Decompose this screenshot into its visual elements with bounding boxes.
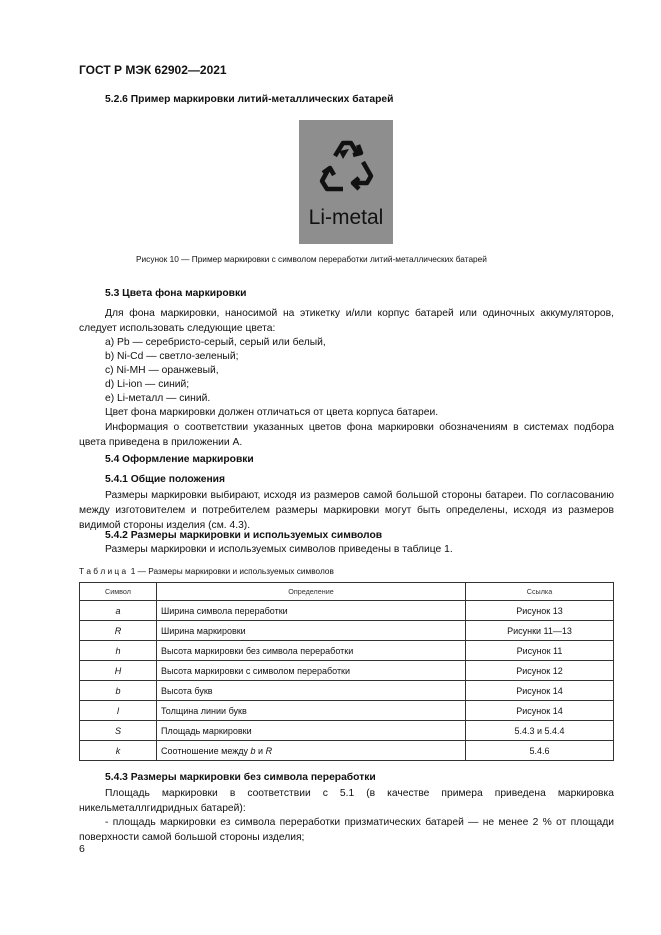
table-caption [79,566,334,576]
section-5-3-paragraph-2 [79,420,614,450]
table-caption-prefix: Т а б л и ц а [79,566,127,576]
list-item: b) Ni-Cd — светло-зеленый; [105,351,239,362]
column-header-symbol: Символ [80,583,157,601]
column-header-reference: Ссылка [466,583,614,601]
section-5-3-intro [79,306,614,336]
table-cell-reference: Рисунок 13 [466,601,614,621]
section-5-3-intro-text: Для фона маркировки, наносимой на этикетку и/или корпус батарей или одиночных аккумуляторов, следует использовать следующие цвета: [79,308,614,334]
section-5-2-6-heading: 5.2.6 Пример маркировки литий-металлических батарей [105,94,394,105]
table-cell-symbol: H [80,661,157,681]
table-cell-definition: Высота букв [157,681,466,701]
list-item: e) Li-металл — синий. [105,393,211,404]
table-cell-symbol: k [80,741,157,761]
figure-label: Li-metal [308,206,384,229]
section-5-4-2-heading: 5.4.2 Размеры маркировки и используемых символов [105,530,383,541]
table-cell-reference: 5.4.6 [466,741,614,761]
table-cell-definition: Ширина символа переработки [157,601,466,621]
table-cell-definition: Толщина линии букв [157,701,466,721]
table-cell-symbol: b [80,681,157,701]
table-row [80,661,614,681]
table-row [80,621,614,641]
table-cell-reference: Рисунки 11—13 [466,621,614,641]
section-5-3-paragraph-2-text: Информация о соответствии указанных цветов фона маркировки обозначениям в системах подбора цвета приведена в приложении А. [79,422,614,448]
table-cell-reference: Рисунок 11 [466,641,614,661]
table-cell-symbol: h [80,641,157,661]
table-header-row [80,583,614,601]
list-item: a) Pb — серебристо-серый, серый или белый, [105,337,326,348]
table-cell-definition: Высота маркировки без символа переработки [157,641,466,661]
section-5-4-1-text [79,488,614,533]
table-cell-symbol: R [80,621,157,641]
section-5-4-2-text: Размеры маркировки и используемых символов приведены в таблице 1. [105,544,453,555]
table-row [80,741,614,761]
table-cell-definition: Ширина маркировки [157,621,466,641]
section-5-3-paragraph-1: Цвет фона маркировки должен отличаться от цвета корпуса батареи. [105,407,439,418]
recycle-icon [313,136,379,198]
page-number: 6 [79,843,85,855]
section-5-4-3-paragraph-1 [79,786,614,816]
list-item: c) Ni-MH — оранжевый, [105,365,219,376]
list-item: d) Li-ion — синий; [105,379,190,390]
figure-caption: Рисунок 10 — Пример маркировки с символом переработки литий-металлических батарей [136,254,487,264]
section-5-4-heading: 5.4 Оформление маркировки [105,454,254,465]
section-5-4-1-text-body: Размеры маркировки выбирают, исходя из размеров самой большой стороны батареи. По согласованию между изготовителем и потребителем размеры маркировки могут быть определены, исходя из размеров видимой стороны изделия (см. 4.3). [79,490,614,531]
table-cell-definition: Высота маркировки с символом переработки [157,661,466,681]
table-row [80,641,614,661]
section-5-4-3-paragraph-1-text: Площадь маркировки в соответствии с 5.1 (в качестве примера приведена маркировка никельметаллгидридных батарей): [79,788,614,814]
section-5-4-3-paragraph-2-text: - площадь маркировки ез символа переработки призматических батарей — не менее 2 % от площади поверхности самой большой стороны изделия; [79,817,614,843]
table-row [80,701,614,721]
document-header: ГОСТ Р МЭК 62902—2021 [79,63,227,77]
table-cell-reference: Рисунок 14 [466,681,614,701]
section-5-4-1-heading: 5.4.1 Общие положения [105,474,225,485]
section-5-3-heading: 5.3 Цвета фона маркировки [105,288,247,299]
table-cell-symbol: S [80,721,157,741]
table-cell-definition: Соотношение между b и R [157,741,466,761]
symbols-table [79,582,614,761]
table-cell-reference: Рисунок 12 [466,661,614,681]
table-cell-symbol: l [80,701,157,721]
table-cell-symbol: a [80,601,157,621]
table-row [80,721,614,741]
table-row [80,601,614,621]
table-caption-text: 1 — Размеры маркировки и используемых символов [130,566,334,576]
li-metal-marking-figure [299,120,393,244]
section-5-4-3-heading: 5.4.3 Размеры маркировки без символа переработки [105,772,376,783]
table-cell-reference: Рисунок 14 [466,701,614,721]
column-header-definition: Определение [157,583,466,601]
table-cell-definition: Площадь маркировки [157,721,466,741]
section-5-4-3-paragraph-2 [79,815,614,845]
table-cell-reference: 5.4.3 и 5.4.4 [466,721,614,741]
table-row [80,681,614,701]
